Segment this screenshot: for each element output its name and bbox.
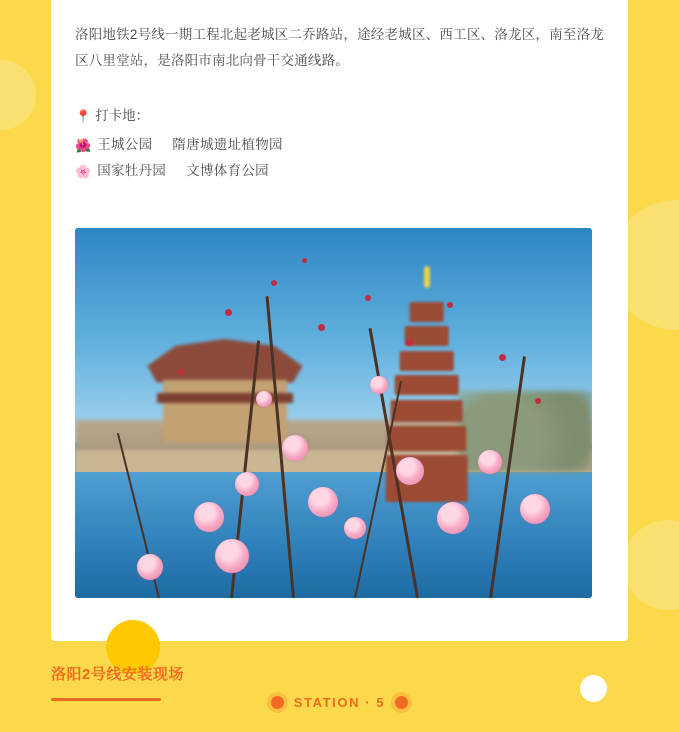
checkin-heading-label: 打卡地： [95, 108, 150, 123]
flower-icon: 🌺 [75, 137, 92, 153]
photo-bud [406, 339, 413, 346]
station-label: STATION · 5 [293, 695, 386, 710]
background-blob-right-middle [623, 520, 679, 610]
photo-blossom [215, 539, 249, 573]
photo-bud [365, 295, 371, 301]
photo-blossom [194, 502, 224, 532]
photo-blossom [370, 376, 388, 394]
blossom-icon: 🌸 [75, 163, 92, 179]
photo-blossom [437, 502, 469, 534]
footer-title: 洛阳2号线安装现场 [51, 666, 184, 683]
photo-blossom [137, 554, 163, 580]
article-paragraph: 洛阳地铁2号线一期工程北起老城区二乔路站，途经老城区、西工区、洛龙区，南至洛龙区八里堂站，是洛阳市南北向骨干交通线路。 [75, 27, 604, 68]
pin-icon: 📍 [75, 108, 92, 124]
footer-band [0, 641, 679, 732]
photo-blossom [396, 457, 424, 485]
checkin-heading [75, 104, 604, 128]
photo-blossom [344, 517, 366, 539]
checkin-place: 国家牡丹园 [97, 163, 167, 178]
photo-blossom [256, 391, 272, 407]
photo-blossom [308, 487, 338, 517]
checkin-place: 文博体育公园 [186, 163, 269, 178]
photo-blossom [282, 435, 308, 461]
checkin-place: 王城公园 [97, 137, 153, 152]
background-blob-left [0, 60, 36, 130]
list-item [75, 132, 604, 158]
article-photo [75, 228, 592, 598]
station-indicator [0, 695, 679, 710]
article-card [51, 0, 628, 641]
photo-bud [499, 354, 506, 361]
station-dot-left [271, 696, 284, 709]
checkin-place: 隋唐城遗址植物园 [172, 137, 283, 152]
station-dot-right [395, 696, 408, 709]
paragraph-spacer [75, 78, 604, 104]
list-item [75, 158, 604, 184]
photo-blossom [520, 494, 550, 524]
